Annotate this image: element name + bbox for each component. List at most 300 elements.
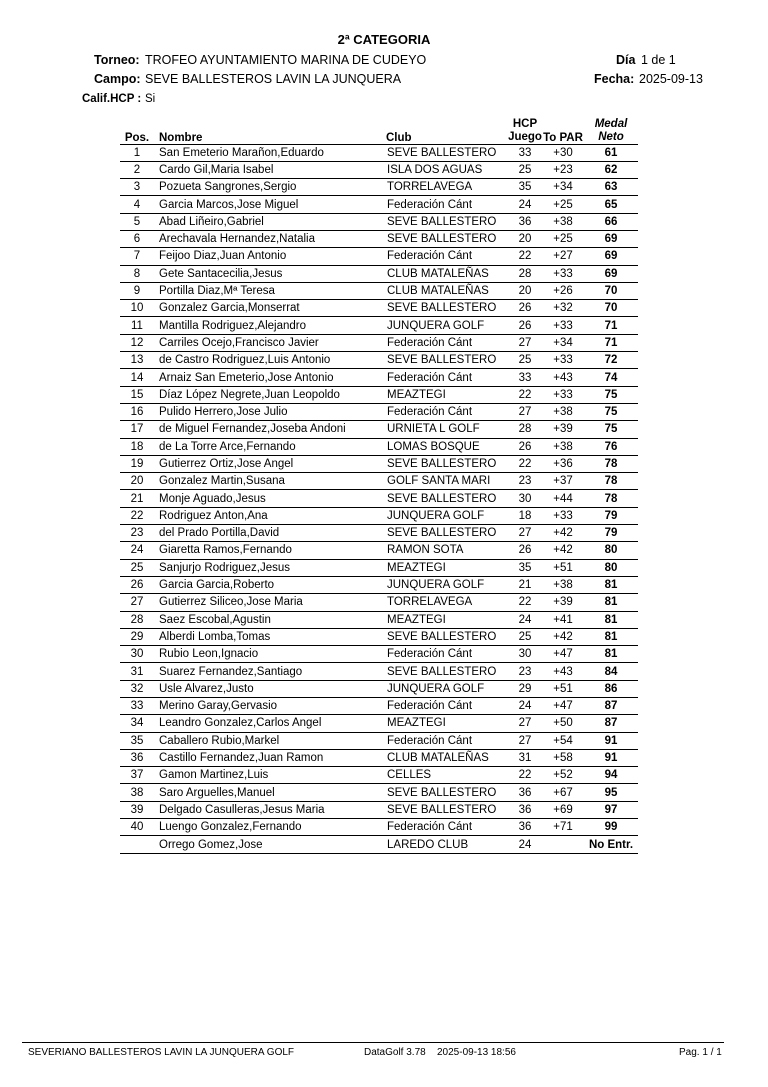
- row-name: Carriles Ocejo,Francisco Javier: [154, 334, 386, 351]
- row-club: SEVE BALLESTERO: [386, 230, 508, 247]
- row-pos: 25: [120, 559, 154, 576]
- row-name: Arnaiz San Emeterio,Jose Antonio: [154, 369, 386, 386]
- row-name: Cardo Gil,Maria Isabel: [154, 161, 386, 178]
- row-club: SEVE BALLESTERO: [386, 300, 508, 317]
- row-to-par: +38: [542, 403, 584, 420]
- table-row: [120, 836, 638, 853]
- row-name: Díaz López Negrete,Juan Leopoldo: [154, 386, 386, 403]
- row-pos: 3: [120, 179, 154, 196]
- row-to-par: +38: [542, 576, 584, 593]
- row-hcp-juego: 22: [508, 455, 542, 472]
- row-hcp-juego: 26: [508, 438, 542, 455]
- row-name: Orrego Gomez,Jose: [154, 836, 386, 853]
- row-medal-neto: 81: [584, 594, 638, 611]
- row-name: Saro Arguelles,Manuel: [154, 784, 386, 801]
- table-row: [120, 161, 638, 178]
- table-row: [120, 732, 638, 749]
- table-row: [120, 265, 638, 282]
- row-pos: 28: [120, 611, 154, 628]
- table-row: [120, 646, 638, 663]
- row-medal-neto: 86: [584, 680, 638, 697]
- row-pos: 10: [120, 300, 154, 317]
- row-hcp-juego: 25: [508, 628, 542, 645]
- row-to-par: +42: [542, 628, 584, 645]
- row-hcp-juego: 21: [508, 576, 542, 593]
- row-pos: 32: [120, 680, 154, 697]
- row-pos: 31: [120, 663, 154, 680]
- row-name: Abad Liñeiro,Gabriel: [154, 213, 386, 230]
- row-club: MEAZTEGI: [386, 715, 508, 732]
- col-header-hcp-bottom: Juego: [508, 130, 542, 143]
- row-pos: 2: [120, 161, 154, 178]
- row-hcp-juego: 22: [508, 386, 542, 403]
- fecha-label: Fecha:: [594, 72, 635, 86]
- row-to-par: +41: [542, 611, 584, 628]
- row-pos: 22: [120, 507, 154, 524]
- row-pos: 39: [120, 801, 154, 818]
- row-to-par: +54: [542, 732, 584, 749]
- row-name: Rubio Leon,Ignacio: [154, 646, 386, 663]
- row-to-par: +43: [542, 369, 584, 386]
- row-hcp-juego: 27: [508, 732, 542, 749]
- row-to-par: +44: [542, 490, 584, 507]
- row-name: de Castro Rodriguez,Luis Antonio: [154, 352, 386, 369]
- row-name: Sanjurjo Rodriguez,Jesus: [154, 559, 386, 576]
- col-header-medal-neto: [584, 112, 638, 144]
- row-name: Usle Alvarez,Justo: [154, 680, 386, 697]
- row-hcp-juego: 22: [508, 767, 542, 784]
- row-pos: 6: [120, 230, 154, 247]
- table-row: [120, 594, 638, 611]
- row-medal-neto: 87: [584, 698, 638, 715]
- row-pos: 14: [120, 369, 154, 386]
- row-name: San Emeterio Marañon,Eduardo: [154, 144, 386, 161]
- row-to-par: +58: [542, 749, 584, 766]
- row-club: SEVE BALLESTERO: [386, 663, 508, 680]
- row-pos: 38: [120, 784, 154, 801]
- row-hcp-juego: 36: [508, 801, 542, 818]
- row-club: JUNQUERA GOLF: [386, 507, 508, 524]
- table-row: [120, 749, 638, 766]
- row-pos: 1: [120, 144, 154, 161]
- row-medal-neto: 75: [584, 403, 638, 420]
- results-table: [120, 112, 638, 854]
- table-row: [120, 369, 638, 386]
- table-row: [120, 317, 638, 334]
- table-row: [120, 334, 638, 351]
- row-to-par: +34: [542, 179, 584, 196]
- row-pos: 29: [120, 628, 154, 645]
- row-club: CLUB MATALEÑAS: [386, 282, 508, 299]
- row-club: SEVE BALLESTERO: [386, 490, 508, 507]
- row-pos: 34: [120, 715, 154, 732]
- table-row: [120, 386, 638, 403]
- table-row: [120, 819, 638, 836]
- row-hcp-juego: 25: [508, 352, 542, 369]
- row-name: Alberdi Lomba,Tomas: [154, 628, 386, 645]
- row-medal-neto: 81: [584, 576, 638, 593]
- row-medal-neto: 74: [584, 369, 638, 386]
- row-to-par: +23: [542, 161, 584, 178]
- row-to-par: +38: [542, 438, 584, 455]
- col-header-neto: Neto: [598, 130, 624, 143]
- row-name: Gete Santacecilia,Jesus: [154, 265, 386, 282]
- row-to-par: +32: [542, 300, 584, 317]
- row-to-par: +69: [542, 801, 584, 818]
- row-to-par: +39: [542, 594, 584, 611]
- row-club: RAMON SOTA: [386, 542, 508, 559]
- row-to-par: +42: [542, 542, 584, 559]
- row-pos: 21: [120, 490, 154, 507]
- table-row: [120, 300, 638, 317]
- row-medal-neto: 81: [584, 646, 638, 663]
- table-row: [120, 698, 638, 715]
- row-hcp-juego: 31: [508, 749, 542, 766]
- row-hcp-juego: 27: [508, 334, 542, 351]
- row-pos: 24: [120, 542, 154, 559]
- row-club: SEVE BALLESTERO: [386, 525, 508, 542]
- row-club: TORRELAVEGA: [386, 179, 508, 196]
- row-medal-neto: 78: [584, 455, 638, 472]
- row-to-par: +27: [542, 248, 584, 265]
- table-row: [120, 213, 638, 230]
- row-pos: 20: [120, 473, 154, 490]
- table-row: [120, 507, 638, 524]
- results-header-row: [120, 112, 638, 144]
- row-hcp-juego: 28: [508, 265, 542, 282]
- dia-value: 1 de 1: [641, 53, 676, 67]
- row-to-par: +42: [542, 525, 584, 542]
- row-club: JUNQUERA GOLF: [386, 317, 508, 334]
- row-medal-neto: 66: [584, 213, 638, 230]
- row-name: Portilla Diaz,Mª Teresa: [154, 282, 386, 299]
- row-pos: 26: [120, 576, 154, 593]
- row-hcp-juego: 18: [508, 507, 542, 524]
- row-pos: 37: [120, 767, 154, 784]
- row-name: Suarez Fernandez,Santiago: [154, 663, 386, 680]
- row-pos: 35: [120, 732, 154, 749]
- table-row: [120, 421, 638, 438]
- row-name: Pulido Herrero,Jose Julio: [154, 403, 386, 420]
- row-hcp-juego: 35: [508, 559, 542, 576]
- row-to-par: +51: [542, 680, 584, 697]
- row-hcp-juego: 30: [508, 490, 542, 507]
- table-row: [120, 542, 638, 559]
- col-header-hcp-top: HCP: [512, 117, 538, 130]
- row-hcp-juego: 24: [508, 611, 542, 628]
- row-club: SEVE BALLESTERO: [386, 784, 508, 801]
- row-name: del Prado Portilla,David: [154, 525, 386, 542]
- table-row: [120, 248, 638, 265]
- row-medal-neto: 78: [584, 473, 638, 490]
- table-row: [120, 663, 638, 680]
- row-hcp-juego: 30: [508, 646, 542, 663]
- row-to-par: +36: [542, 455, 584, 472]
- row-medal-neto: 79: [584, 525, 638, 542]
- row-to-par: +37: [542, 473, 584, 490]
- row-to-par: +33: [542, 317, 584, 334]
- table-row: [120, 282, 638, 299]
- row-club: JUNQUERA GOLF: [386, 680, 508, 697]
- row-medal-neto: 61: [584, 144, 638, 161]
- row-medal-neto: 87: [584, 715, 638, 732]
- row-name: Monje Aguado,Jesus: [154, 490, 386, 507]
- row-club: SEVE BALLESTERO: [386, 628, 508, 645]
- row-club: SEVE BALLESTERO: [386, 801, 508, 818]
- table-row: [120, 490, 638, 507]
- row-medal-neto: 81: [584, 628, 638, 645]
- row-medal-neto: 79: [584, 507, 638, 524]
- row-hcp-juego: 36: [508, 784, 542, 801]
- row-to-par: +67: [542, 784, 584, 801]
- row-medal-neto: 76: [584, 438, 638, 455]
- torneo-value: TROFEO AYUNTAMIENTO MARINA DE CUDEYO: [145, 53, 427, 67]
- row-pos: 23: [120, 525, 154, 542]
- row-club: Federación Cánt: [386, 369, 508, 386]
- table-row: [120, 680, 638, 697]
- row-medal-neto: 70: [584, 300, 638, 317]
- table-row: [120, 628, 638, 645]
- row-pos: 5: [120, 213, 154, 230]
- table-row: [120, 403, 638, 420]
- row-to-par: +47: [542, 646, 584, 663]
- calif-hcp-label: Calif.HCP :: [82, 93, 142, 105]
- row-to-par: +47: [542, 698, 584, 715]
- row-pos: 27: [120, 594, 154, 611]
- row-club: MEAZTEGI: [386, 386, 508, 403]
- row-hcp-juego: 22: [508, 248, 542, 265]
- row-pos: 8: [120, 265, 154, 282]
- row-medal-neto: 65: [584, 196, 638, 213]
- row-to-par: [542, 836, 584, 853]
- row-hcp-juego: 23: [508, 663, 542, 680]
- row-pos: 16: [120, 403, 154, 420]
- row-club: SEVE BALLESTERO: [386, 213, 508, 230]
- row-to-par: +50: [542, 715, 584, 732]
- row-club: Federación Cánt: [386, 403, 508, 420]
- row-to-par: +26: [542, 282, 584, 299]
- row-pos: 15: [120, 386, 154, 403]
- row-club: LOMAS BOSQUE: [386, 438, 508, 455]
- row-to-par: +30: [542, 144, 584, 161]
- row-medal-neto: No Entr.: [584, 836, 638, 853]
- row-medal-neto: 71: [584, 317, 638, 334]
- row-club: SEVE BALLESTERO: [386, 455, 508, 472]
- table-row: [120, 767, 638, 784]
- row-pos: 36: [120, 749, 154, 766]
- row-medal-neto: 95: [584, 784, 638, 801]
- fecha-value: 2025-09-13: [639, 72, 703, 86]
- col-header-nombre: Nombre: [154, 112, 386, 144]
- row-name: Delgado Casulleras,Jesus Maria: [154, 801, 386, 818]
- row-to-par: +33: [542, 265, 584, 282]
- row-club: Federación Cánt: [386, 819, 508, 836]
- row-pos: 13: [120, 352, 154, 369]
- row-club: MEAZTEGI: [386, 611, 508, 628]
- row-medal-neto: 91: [584, 732, 638, 749]
- row-pos: 33: [120, 698, 154, 715]
- row-hcp-juego: 24: [508, 836, 542, 853]
- row-medal-neto: 75: [584, 386, 638, 403]
- row-pos: 18: [120, 438, 154, 455]
- row-name: Gutierrez Siliceo,Jose Maria: [154, 594, 386, 611]
- col-header-pos: Pos.: [120, 112, 154, 144]
- row-club: CELLES: [386, 767, 508, 784]
- row-medal-neto: 71: [584, 334, 638, 351]
- table-row: [120, 784, 638, 801]
- row-hcp-juego: 27: [508, 525, 542, 542]
- torneo-label: Torneo:: [94, 53, 140, 67]
- row-club: MEAZTEGI: [386, 559, 508, 576]
- row-hcp-juego: 33: [508, 369, 542, 386]
- row-club: Federación Cánt: [386, 248, 508, 265]
- row-club: Federación Cánt: [386, 732, 508, 749]
- row-club: Federación Cánt: [386, 196, 508, 213]
- row-medal-neto: 99: [584, 819, 638, 836]
- row-medal-neto: 81: [584, 611, 638, 628]
- col-header-club: Club: [386, 112, 508, 144]
- row-hcp-juego: 26: [508, 542, 542, 559]
- category-title: 2ª CATEGORIA: [337, 32, 431, 47]
- table-row: [120, 473, 638, 490]
- row-name: Leandro Gonzalez,Carlos Angel: [154, 715, 386, 732]
- row-to-par: +39: [542, 421, 584, 438]
- row-hcp-juego: 26: [508, 300, 542, 317]
- footer-software: DataGolf 3.78: [364, 1047, 426, 1058]
- row-club: ISLA DOS AGUAS: [386, 161, 508, 178]
- row-hcp-juego: 27: [508, 403, 542, 420]
- row-club: Federación Cánt: [386, 334, 508, 351]
- row-to-par: +71: [542, 819, 584, 836]
- row-name: Saez Escobal,Agustin: [154, 611, 386, 628]
- row-club: TORRELAVEGA: [386, 594, 508, 611]
- table-row: [120, 576, 638, 593]
- row-club: GOLF SANTA MARI: [386, 473, 508, 490]
- table-row: [120, 144, 638, 161]
- row-to-par: +25: [542, 196, 584, 213]
- row-medal-neto: 69: [584, 230, 638, 247]
- row-pos: 4: [120, 196, 154, 213]
- table-row: [120, 715, 638, 732]
- row-pos: 19: [120, 455, 154, 472]
- row-hcp-juego: 27: [508, 715, 542, 732]
- row-name: Mantilla Rodriguez,Alejandro: [154, 317, 386, 334]
- row-hcp-juego: 36: [508, 819, 542, 836]
- table-row: [120, 611, 638, 628]
- row-medal-neto: 78: [584, 490, 638, 507]
- row-name: Caballero Rubio,Markel: [154, 732, 386, 749]
- row-to-par: +34: [542, 334, 584, 351]
- row-hcp-juego: 35: [508, 179, 542, 196]
- row-club: Federación Cánt: [386, 646, 508, 663]
- row-hcp-juego: 24: [508, 698, 542, 715]
- col-header-to-par: To PAR: [542, 112, 584, 144]
- table-row: [120, 352, 638, 369]
- row-name: Garcia Garcia,Roberto: [154, 576, 386, 593]
- table-row: [120, 525, 638, 542]
- row-pos: 12: [120, 334, 154, 351]
- row-pos: 11: [120, 317, 154, 334]
- row-medal-neto: 70: [584, 282, 638, 299]
- row-name: de Miguel Fernandez,Joseba Andoni: [154, 421, 386, 438]
- table-row: [120, 455, 638, 472]
- row-hcp-juego: 23: [508, 473, 542, 490]
- row-to-par: +51: [542, 559, 584, 576]
- row-hcp-juego: 28: [508, 421, 542, 438]
- col-header-hcp: [508, 112, 542, 144]
- table-row: [120, 230, 638, 247]
- row-hcp-juego: 25: [508, 161, 542, 178]
- row-name: Luengo Gonzalez,Fernando: [154, 819, 386, 836]
- footer-club: SEVERIANO BALLESTEROS LAVIN LA JUNQUERA GOLF: [28, 1047, 295, 1058]
- row-name: Arechavala Hernandez,Natalia: [154, 230, 386, 247]
- row-to-par: +38: [542, 213, 584, 230]
- footer-divider: [22, 1042, 724, 1043]
- row-hcp-juego: 29: [508, 680, 542, 697]
- campo-label: Campo:: [94, 72, 141, 86]
- table-row: [120, 179, 638, 196]
- row-pos: 40: [120, 819, 154, 836]
- row-medal-neto: 91: [584, 749, 638, 766]
- results-body: [120, 144, 638, 853]
- row-medal-neto: 94: [584, 767, 638, 784]
- row-medal-neto: 80: [584, 542, 638, 559]
- row-club: URNIETA L GOLF: [386, 421, 508, 438]
- row-medal-neto: 80: [584, 559, 638, 576]
- table-row: [120, 196, 638, 213]
- row-name: Gonzalez Martin,Susana: [154, 473, 386, 490]
- row-club: JUNQUERA GOLF: [386, 576, 508, 593]
- row-to-par: +33: [542, 386, 584, 403]
- row-medal-neto: 69: [584, 265, 638, 282]
- row-name: Pozueta Sangrones,Sergio: [154, 179, 386, 196]
- footer-page: Pag. 1 / 1: [679, 1047, 722, 1058]
- row-pos: 17: [120, 421, 154, 438]
- row-medal-neto: 63: [584, 179, 638, 196]
- row-pos: [120, 836, 154, 853]
- row-club: CLUB MATALEÑAS: [386, 265, 508, 282]
- row-medal-neto: 72: [584, 352, 638, 369]
- row-name: Gutierrez Ortiz,Jose Angel: [154, 455, 386, 472]
- row-club: SEVE BALLESTERO: [386, 352, 508, 369]
- row-pos: 9: [120, 282, 154, 299]
- row-medal-neto: 84: [584, 663, 638, 680]
- row-to-par: +52: [542, 767, 584, 784]
- col-header-medal: Medal: [594, 117, 628, 130]
- row-pos: 30: [120, 646, 154, 663]
- row-to-par: +33: [542, 507, 584, 524]
- row-to-par: +43: [542, 663, 584, 680]
- calif-hcp-value: Si: [145, 93, 156, 105]
- row-medal-neto: 69: [584, 248, 638, 265]
- row-name: Castillo Fernandez,Juan Ramon: [154, 749, 386, 766]
- row-name: Rodriguez Anton,Ana: [154, 507, 386, 524]
- row-name: Feijoo Diaz,Juan Antonio: [154, 248, 386, 265]
- row-hcp-juego: 24: [508, 196, 542, 213]
- dia-label: Día: [616, 53, 636, 67]
- row-to-par: +33: [542, 352, 584, 369]
- row-hcp-juego: 20: [508, 282, 542, 299]
- row-hcp-juego: 33: [508, 144, 542, 161]
- row-club: LAREDO CLUB: [386, 836, 508, 853]
- row-medal-neto: 62: [584, 161, 638, 178]
- row-hcp-juego: 36: [508, 213, 542, 230]
- row-club: Federación Cánt: [386, 698, 508, 715]
- row-medal-neto: 75: [584, 421, 638, 438]
- table-row: [120, 801, 638, 818]
- row-name: Giaretta Ramos,Fernando: [154, 542, 386, 559]
- row-medal-neto: 97: [584, 801, 638, 818]
